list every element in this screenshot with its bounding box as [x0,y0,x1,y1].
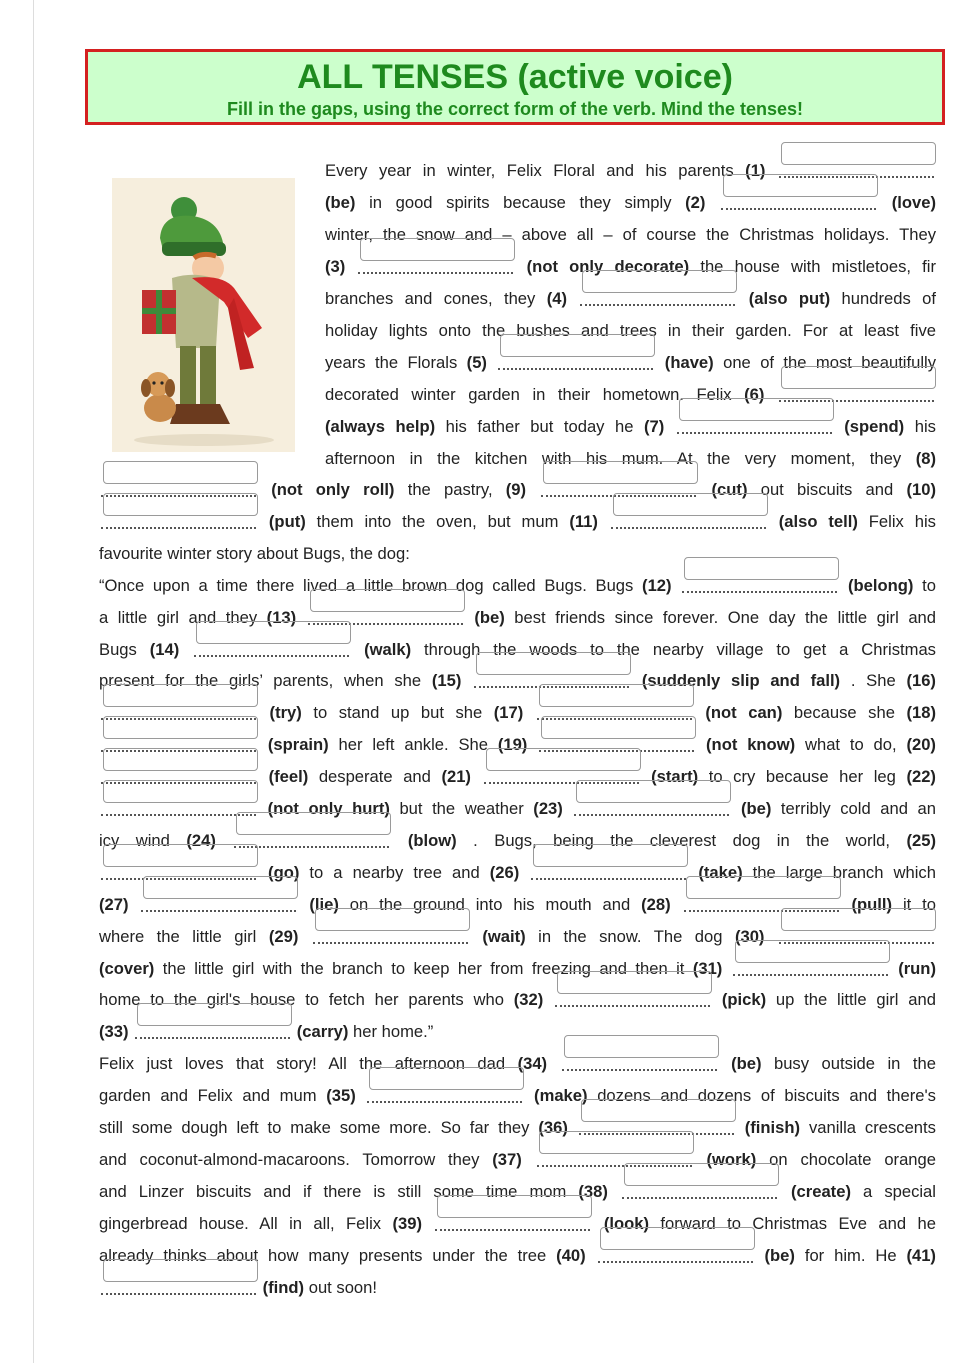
answer-input-40[interactable] [598,1243,753,1263]
text-segment: decorated winter garden in their hometown. Felix [325,385,745,404]
gap-number: (36) [538,1118,568,1137]
verb-hint: (pick) [721,990,767,1010]
gap-number: (38) [578,1181,608,1201]
gap-number: (20) [906,735,936,755]
verb-hint: (sprain) [267,735,329,755]
verb-hint: (look) [603,1213,649,1233]
verb-hint: (not only roll) [271,480,395,499]
verb-hint: (run) [898,958,936,978]
text-segment: a little girl and they [99,607,267,627]
text-segment: but the weather [399,799,534,818]
verb-hint: (cover) [99,958,155,978]
text-segment: winter, the snow and – above all – of course the Christmas holidays. They [325,225,936,244]
gap-number: (25) [906,830,936,850]
verb-hint: (go) [268,862,300,882]
answer-input-box[interactable] [103,748,258,771]
answer-input-box[interactable] [103,461,258,484]
verb-hint: (be) [731,1054,762,1074]
gap-number: (33) [99,1022,129,1042]
verb-hint: (finish) [744,1118,801,1137]
answer-input-box[interactable] [735,940,890,963]
text-segment: her home.” [353,1022,434,1042]
text-segment: the large branch which [752,862,936,882]
answer-input-box[interactable] [236,812,391,835]
answer-input-box[interactable] [500,334,655,357]
answer-input-39[interactable] [435,1211,590,1231]
text-line [99,953,936,985]
text-segment: her left ankle. She [338,735,498,755]
text-segment: to stand up but she [313,703,494,723]
answer-input-34[interactable] [562,1051,717,1071]
text-segment: icy wind [99,830,187,850]
gap-number: (16) [906,671,936,691]
gap-number: (26) [489,862,520,882]
verb-hint: (start) [651,767,699,787]
gap-number: (6) [744,385,765,404]
answer-input-box[interactable] [137,1003,292,1026]
verb-hint: (be) [325,193,356,212]
gap-number: (41) [906,1245,936,1265]
text-segment: the house with mistletoes, fir [700,257,936,276]
gap-number: (35) [326,1086,356,1106]
text-segment: holiday lights onto the bushes and trees in their garden. For at least five [325,321,936,340]
text-line [99,506,936,538]
text-line [99,1080,936,1112]
gap-number: (34) [517,1054,548,1074]
text-segment: Felix just loves that story! All the afternoon dad [99,1054,518,1074]
verb-hint: (suddenly slip and fall) [641,671,841,691]
verb-hint: (lie) [309,894,339,914]
text-segment: still some dough left to make some more. So far they [99,1118,539,1137]
answer-input-box[interactable] [781,142,936,165]
text-line [325,283,936,315]
answer-input-box[interactable] [679,398,834,421]
answer-input-12[interactable] [682,573,837,593]
answer-input-3[interactable] [358,254,513,274]
verb-hint: (be) [764,1245,795,1265]
answer-input-box[interactable] [369,1067,524,1090]
text-segment: up the little girl and [775,990,936,1010]
answer-input-24[interactable] [234,828,389,848]
answer-input-23[interactable] [574,796,729,816]
answer-input-29[interactable] [313,924,468,944]
gap-number: (27) [99,894,129,914]
answer-input-35[interactable] [367,1083,522,1103]
answer-input-26[interactable] [531,860,686,880]
answer-input-box[interactable] [533,844,688,867]
answer-input-11[interactable] [611,509,766,529]
gap-number: (2) [685,193,706,212]
verb-hint: (belong) [848,575,914,595]
answer-input-2[interactable] [721,190,876,210]
answer-input-box[interactable] [103,493,258,516]
answer-input-box[interactable] [557,971,712,994]
verb-hint: (also put) [748,289,831,308]
verb-hint: (walk) [364,639,412,659]
answer-input-box[interactable] [686,876,841,899]
answer-input-box[interactable] [315,908,470,931]
answer-input-22[interactable] [101,796,256,816]
gap-number: (8) [915,449,936,468]
text-segment: garden and Felix and mum [99,1086,327,1106]
text-segment: favourite winter story about Bugs, the dog: [99,543,410,563]
answer-input-10[interactable] [101,509,256,529]
answer-input-box[interactable] [539,1131,694,1154]
gap-number: (15) [431,671,462,691]
answer-input-38[interactable] [622,1179,777,1199]
text-segment: in good spirits because they simply [369,193,686,212]
text-segment: gingerbread house. All in all, Felix [99,1213,393,1233]
verb-hint: (take) [698,862,743,882]
text-segment: . Bugs, being the cleverest dog in the world, [473,830,907,850]
verb-hint: (work) [706,1149,757,1169]
gap-number: (24) [186,830,216,850]
verb-hint: (not only decorate) [526,257,690,276]
text-line [99,1112,936,1144]
answer-input-box[interactable] [360,238,515,261]
text-segment: what to do, [804,735,907,755]
text-line [325,187,936,219]
answer-input-box[interactable] [781,366,936,389]
verb-hint: (blow) [407,830,457,850]
answer-input-box[interactable] [476,652,631,675]
text-segment: the little girl with the branch to keep her from freezing and then it [162,958,693,978]
title-box [85,49,945,125]
answer-input-box[interactable] [781,908,936,931]
verb-hint: (always help) [325,417,436,436]
verb-hint: (love) [891,193,936,212]
text-segment: his father but today he [445,417,644,436]
answer-input-box[interactable] [437,1195,592,1218]
text-segment: afternoon in the kitchen with his mum. At the very moment, they [325,449,916,468]
text-segment: it to [902,894,936,914]
answer-input-box[interactable] [103,1259,258,1282]
text-segment: dozens and dozens of biscuits and there's [597,1086,936,1106]
text-line [99,793,936,825]
gap-number: (37) [492,1149,522,1169]
answer-input-4[interactable] [580,286,735,306]
verb-hint: (find) [262,1277,305,1297]
verb-hint: (pull) [851,894,893,914]
answer-input-box[interactable] [543,461,698,484]
gap-number: (30) [734,926,765,946]
answer-input-27[interactable] [141,892,296,912]
verb-hint: (have) [664,353,714,372]
text-segment: one of the most beautifully [723,353,937,372]
verb-hint: (cut) [711,480,748,499]
text-segment: hundreds of [841,289,936,308]
text-segment: to a nearby tree and [309,862,490,882]
answer-input-5[interactable] [498,350,653,370]
verb-hint: (try) [269,703,302,723]
text-segment: out soon! [308,1277,377,1297]
text-segment: through the woods to the nearby village to get a Christmas [424,639,936,659]
verb-hint: (put) [268,511,306,531]
answer-input-box[interactable] [541,716,696,739]
answer-input-box[interactable] [310,589,465,612]
verb-hint: (not can) [705,703,783,723]
answer-input-box[interactable] [196,621,351,644]
verb-hint: (be) [474,607,505,627]
text-line [99,1272,936,1304]
answer-input-7[interactable] [677,414,832,434]
answer-input-box[interactable] [103,780,258,803]
gap-number: (28) [641,894,671,914]
text-segment: his [914,417,936,436]
answer-input-14[interactable] [194,637,349,657]
text-line [99,1016,936,1048]
answer-input-box[interactable] [103,684,258,707]
text-line [99,1144,936,1176]
text-line [99,570,936,602]
text-segment: “Once upon a time there lived a little brown dog called Bugs. Bugs [99,575,643,595]
answer-input-box[interactable] [624,1163,779,1186]
gap-number: (4) [546,289,567,308]
text-segment: desperate and [318,767,442,787]
text-segment: Felix his [868,511,936,531]
page-edge [33,0,34,1363]
gap-number: (5) [466,353,487,372]
gap-number: (11) [569,511,598,531]
verb-hint: (feel) [268,767,309,787]
verb-hint: (make) [534,1086,588,1106]
gap-number: (22) [906,767,936,787]
gap-number: (18) [906,703,936,723]
answer-input-box[interactable] [486,748,641,771]
text-segment: busy outside in the [773,1054,936,1074]
answer-input-41[interactable] [101,1275,256,1295]
text-segment: home to the girl's house to fetch her parents who [99,990,514,1010]
answer-input-box[interactable] [613,493,768,516]
gap-number: (7) [643,417,665,436]
answer-input-box[interactable] [600,1227,755,1250]
gap-number: (3) [325,257,346,276]
answer-input-box[interactable] [576,780,731,803]
gap-number: (17) [493,703,524,723]
verb-hint: (carry) [296,1022,349,1042]
answer-input-33[interactable] [135,1019,290,1039]
answer-input-box[interactable] [564,1035,719,1058]
text-segment: the pastry, [407,480,506,499]
christmas-boy-illustration [112,178,295,452]
text-segment: terribly cold and an [780,799,936,818]
gap-number: (32) [513,990,544,1010]
text-segment: for him. He [804,1245,907,1265]
gap-number: (12) [642,575,672,595]
text-segment: already thinks about how many presents under the tree [99,1245,557,1265]
text-segment: years the Florals [325,353,467,372]
gap-number: (1) [745,161,766,180]
answer-input-32[interactable] [555,987,710,1007]
gap-number: (40) [556,1245,586,1265]
text-segment: to [922,575,936,595]
verb-hint: (create) [791,1181,851,1201]
text-segment: Every year in winter, Felix Floral and his parents [325,161,746,180]
verb-hint: (also tell) [778,511,858,531]
answer-input-box[interactable] [684,557,839,580]
text-segment: where the little girl [99,926,269,946]
answer-input-box[interactable] [103,844,258,867]
text-segment: branches and cones, they [325,289,547,308]
text-segment: and Linzer biscuits and if there is still some time mom [99,1181,579,1201]
verb-hint: (be) [740,799,772,818]
text-segment: on chocolate orange [769,1149,936,1169]
text-segment: forward to Christmas Eve and he [660,1213,936,1233]
verb-hint: (wait) [482,926,526,946]
gap-number: (23) [533,799,563,818]
text-segment: . She [850,671,907,691]
text-segment: to cry because her leg [708,767,907,787]
gap-number: (14) [149,639,180,659]
text-segment: present for the girls’ parents, when she [99,671,432,691]
answer-input-box[interactable] [103,716,258,739]
text-line [99,1208,936,1240]
answer-input-box[interactable] [723,174,878,197]
gap-number: (21) [441,767,471,787]
verb-hint: (not only hurt) [267,799,390,818]
answer-input-box[interactable] [539,684,694,707]
worksheet-title: ALL TENSES (active voice) [297,58,733,96]
answer-input-box[interactable] [582,270,737,293]
text-line [325,379,936,411]
text-segment: out biscuits and [760,480,907,499]
gap-number: (9) [505,480,527,499]
gap-number: (39) [392,1213,422,1233]
verb-hint: (not know) [706,735,796,755]
gap-number: (13) [266,607,297,627]
text-segment: a special [863,1181,936,1201]
verb-hint: (spend) [844,417,905,436]
text-segment: Bugs [99,639,150,659]
text-segment: in the snow. The dog [538,926,735,946]
gap-number: (10) [906,480,936,499]
answer-input-box[interactable] [581,1099,736,1122]
gap-number: (31) [692,958,723,978]
worksheet-instructions: Fill in the gaps, using the correct form of the verb. Mind the tenses! [226,99,804,119]
gap-number: (29) [268,926,299,946]
text-segment: on the ground into his mouth and [349,894,642,914]
text-segment: and coconut-almond-macaroons. Tomorrow they [99,1149,493,1169]
gap-number: (19) [497,735,528,755]
text-segment: them into the oven, but mum [316,511,570,531]
text-segment: best friends since forever. One day the little girl and [514,607,936,627]
text-segment: because she [793,703,907,723]
answer-input-box[interactable] [143,876,298,899]
answer-input-31[interactable] [733,956,888,976]
text-line [325,411,936,443]
text-segment: vanilla crescents [808,1118,936,1137]
